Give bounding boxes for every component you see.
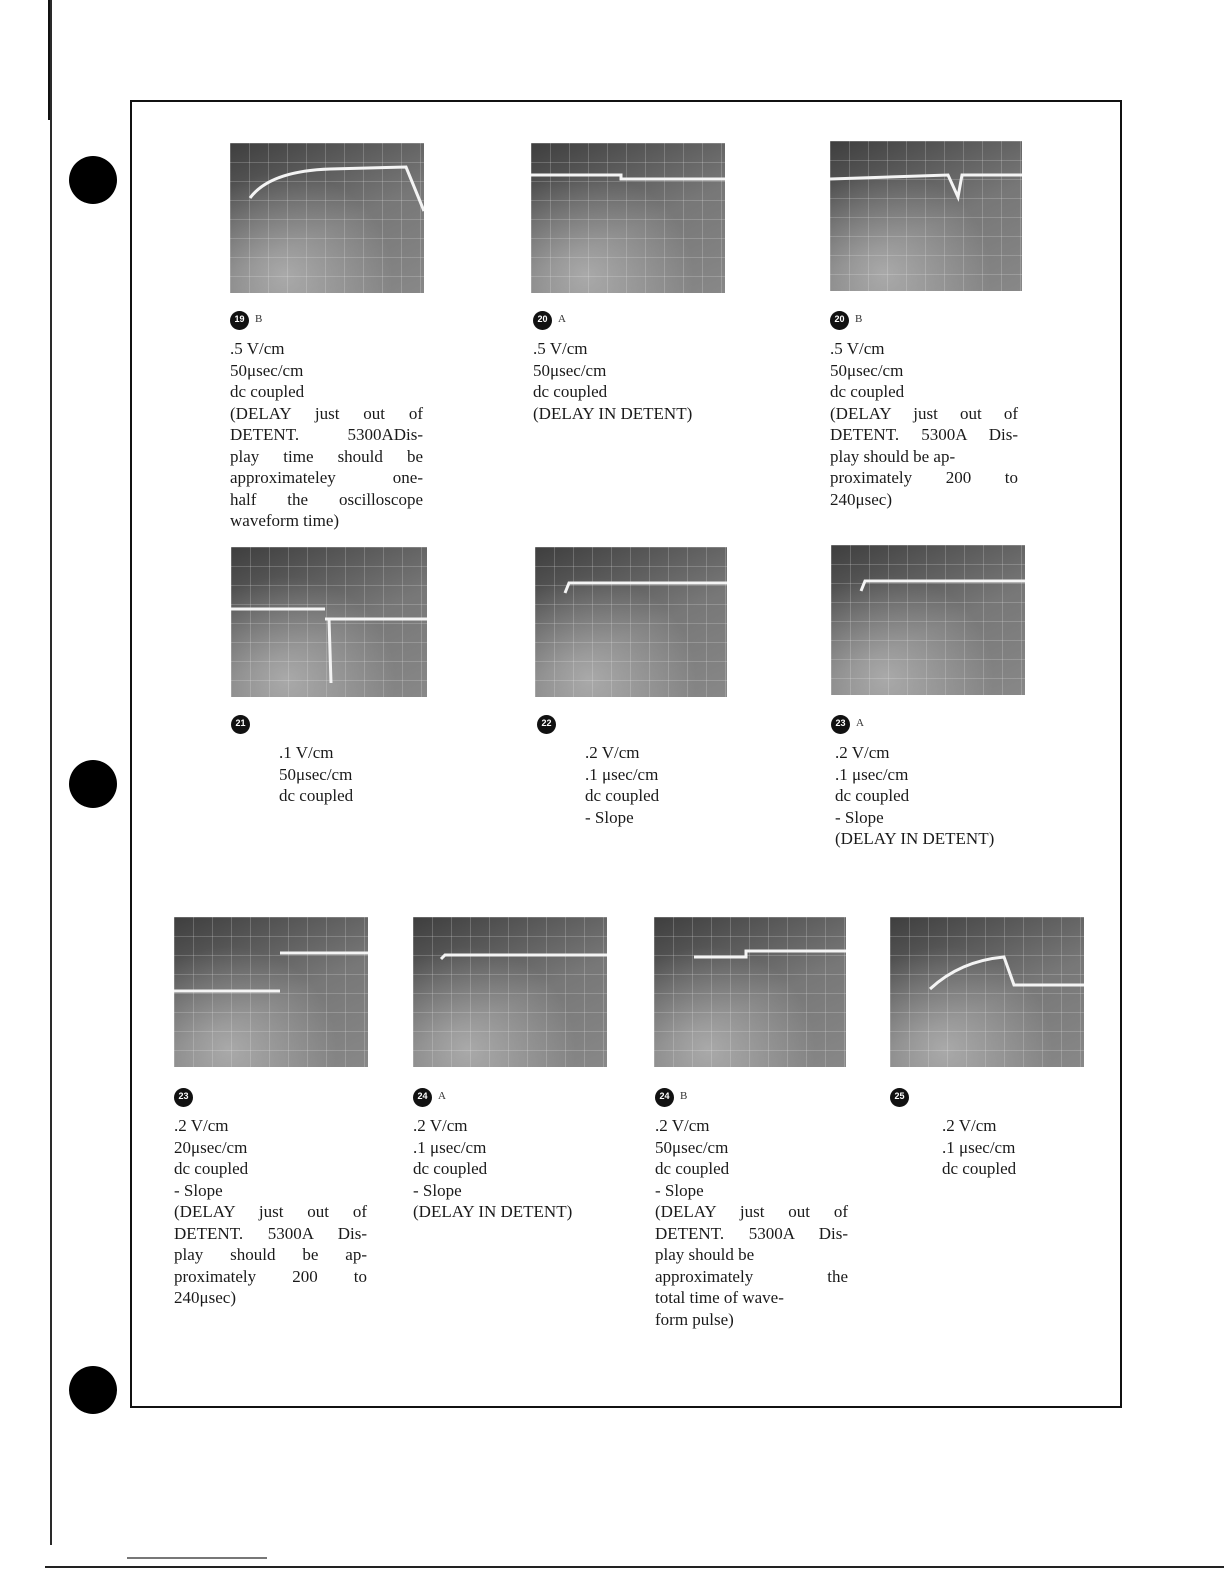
caption-line: proximately 200 to: [174, 1266, 367, 1286]
caption-line: play should be: [655, 1245, 755, 1264]
figure-number-badge: 24: [655, 1088, 674, 1107]
oscilloscope-photo: [230, 143, 424, 293]
caption-line: play time should be: [230, 446, 423, 466]
figure-number-badge: 20: [830, 311, 849, 330]
caption-line: dc coupled: [585, 786, 660, 805]
caption-line: 20μsec/cm: [174, 1137, 248, 1157]
caption-line: - Slope: [585, 807, 634, 827]
oscilloscope-photo: [531, 143, 725, 293]
page-bottom-rule: [45, 1566, 1224, 1568]
caption-line: .2 V/cm: [655, 1116, 710, 1135]
caption-line: 50μsec/cm: [230, 360, 304, 380]
caption-line: approximately the: [655, 1266, 848, 1286]
oscilloscope-photo: [174, 917, 368, 1067]
figure-caption: 20 B .5 V/cm 50μsec/cm dc coupled (DELAY just out of DETENT. 5300A Dis- play should be ap- proximately 200 to 240μsec): [830, 308, 1018, 510]
caption-line: total time of wave-: [655, 1288, 784, 1307]
caption-line: (DELAY just out of: [655, 1202, 848, 1221]
caption-line: dc coupled: [230, 382, 305, 401]
caption-line: .2 V/cm: [174, 1116, 229, 1135]
oscilloscope-photo: [890, 917, 1084, 1067]
figure-number-badge: 20: [533, 311, 552, 330]
caption-line: .5 V/cm: [830, 339, 885, 358]
binder-edge-line: [50, 0, 52, 1545]
caption-line: play should be ap-: [174, 1245, 367, 1264]
caption-line: dc coupled: [830, 382, 905, 401]
caption-line: .2 V/cm: [585, 743, 640, 762]
caption-line: - Slope: [174, 1180, 223, 1200]
oscilloscope-photo: [535, 547, 727, 697]
figure-caption: 19 B .5 V/cm 50μsec/cm dc coupled (DELAY just out of DETENT. 5300ADis- play time should be approximateley one- half the oscilloscope waveform time): [230, 308, 423, 532]
caption-line: DETENT. 5300A Dis-: [174, 1223, 367, 1243]
caption-line: (DELAY just out of: [230, 403, 423, 423]
punch-hole: [69, 1366, 117, 1414]
caption-line: .2 V/cm: [413, 1116, 468, 1135]
figure-caption: 20 A .5 V/cm 50μsec/cm dc coupled (DELAY IN DETENT): [533, 308, 733, 424]
oscilloscope-photo: [831, 545, 1025, 695]
oscilloscope-photo: [654, 917, 846, 1067]
oscilloscope-photo: [413, 917, 607, 1067]
figure-caption: 24 B .2 V/cm 50μsec/cm dc coupled - Slope (DELAY just out of DETENT. 5300A Dis- play should be approximately the total time of wave- form pulse): [655, 1085, 848, 1330]
caption-line: form pulse): [655, 1309, 734, 1329]
caption-line: DETENT. 5300A Dis-: [655, 1223, 848, 1243]
figure-number-badge: 23: [174, 1088, 193, 1107]
caption-line: 240μsec): [174, 1288, 236, 1307]
figure-caption: 23 A .2 V/cm .1 μsec/cm dc coupled - Slope (DELAY IN DETENT): [831, 712, 1041, 850]
caption-line: .5 V/cm: [533, 339, 588, 358]
figure-number-badge: 24: [413, 1088, 432, 1107]
oscilloscope-photo: [830, 141, 1022, 291]
figure-number-badge: 22: [537, 715, 556, 734]
caption-line: - Slope: [835, 807, 884, 827]
caption-line: .1 μsec/cm: [413, 1137, 487, 1157]
figure-number-badge: 25: [890, 1088, 909, 1107]
caption-line: approximateley one-: [230, 468, 423, 487]
caption-line: waveform time): [230, 511, 340, 530]
caption-line: dc coupled: [413, 1159, 488, 1178]
caption-line: 240μsec): [830, 489, 892, 509]
figure-caption: [537, 712, 737, 828]
figure-number-badge: 21: [231, 715, 250, 734]
caption-line: DETENT. 5300ADis-: [230, 425, 423, 444]
figure-number-badge: 19: [230, 311, 249, 330]
caption-line: (DELAY just out of: [830, 403, 1018, 423]
punch-hole: [69, 156, 117, 204]
caption-line: dc coupled: [655, 1159, 730, 1178]
caption-line: .1 μsec/cm: [942, 1137, 1016, 1157]
caption-line: .5 V/cm: [230, 339, 285, 358]
caption-line: (DELAY IN DETENT): [835, 829, 995, 848]
caption-line: .1 μsec/cm: [835, 764, 909, 784]
caption-line: (DELAY just out of: [174, 1202, 367, 1221]
figure-caption: [890, 1085, 1090, 1180]
figure-caption: [231, 712, 431, 807]
caption-line: half the oscilloscope: [230, 489, 423, 509]
figure-caption: [174, 1085, 367, 1309]
caption-line: 50μsec/cm: [830, 360, 904, 380]
figure-caption: 24 A .2 V/cm .1 μsec/cm dc coupled - Slope (DELAY IN DETENT): [413, 1085, 618, 1223]
caption-line: 50μsec/cm: [533, 360, 607, 380]
caption-line: dc coupled: [835, 786, 910, 805]
caption-line: 50μsec/cm: [655, 1137, 729, 1157]
caption-line: .2 V/cm: [835, 743, 890, 762]
caption-line: - Slope: [655, 1180, 704, 1200]
caption-line: dc coupled: [279, 786, 354, 805]
caption-line: .2 V/cm: [942, 1116, 997, 1135]
caption-line: DETENT. 5300A Dis-: [830, 425, 1018, 444]
caption-line: dc coupled: [174, 1159, 249, 1178]
caption-line: dc coupled: [533, 382, 608, 401]
caption-line: dc coupled: [942, 1159, 1017, 1178]
caption-line: .1 μsec/cm: [585, 764, 659, 784]
caption-line: - Slope: [413, 1180, 462, 1200]
caption-line: play should be ap-: [830, 446, 956, 466]
caption-line: .1 V/cm: [279, 743, 334, 762]
caption-line: 50μsec/cm: [279, 764, 353, 784]
caption-line: (DELAY IN DETENT): [533, 403, 693, 423]
caption-line: (DELAY IN DETENT): [413, 1202, 573, 1221]
figure-number-badge: 23: [831, 715, 850, 734]
oscilloscope-photo: [231, 547, 427, 697]
punch-hole: [69, 760, 117, 808]
caption-line: proximately 200 to: [830, 468, 1018, 487]
page-tab-mark: [127, 1557, 267, 1559]
